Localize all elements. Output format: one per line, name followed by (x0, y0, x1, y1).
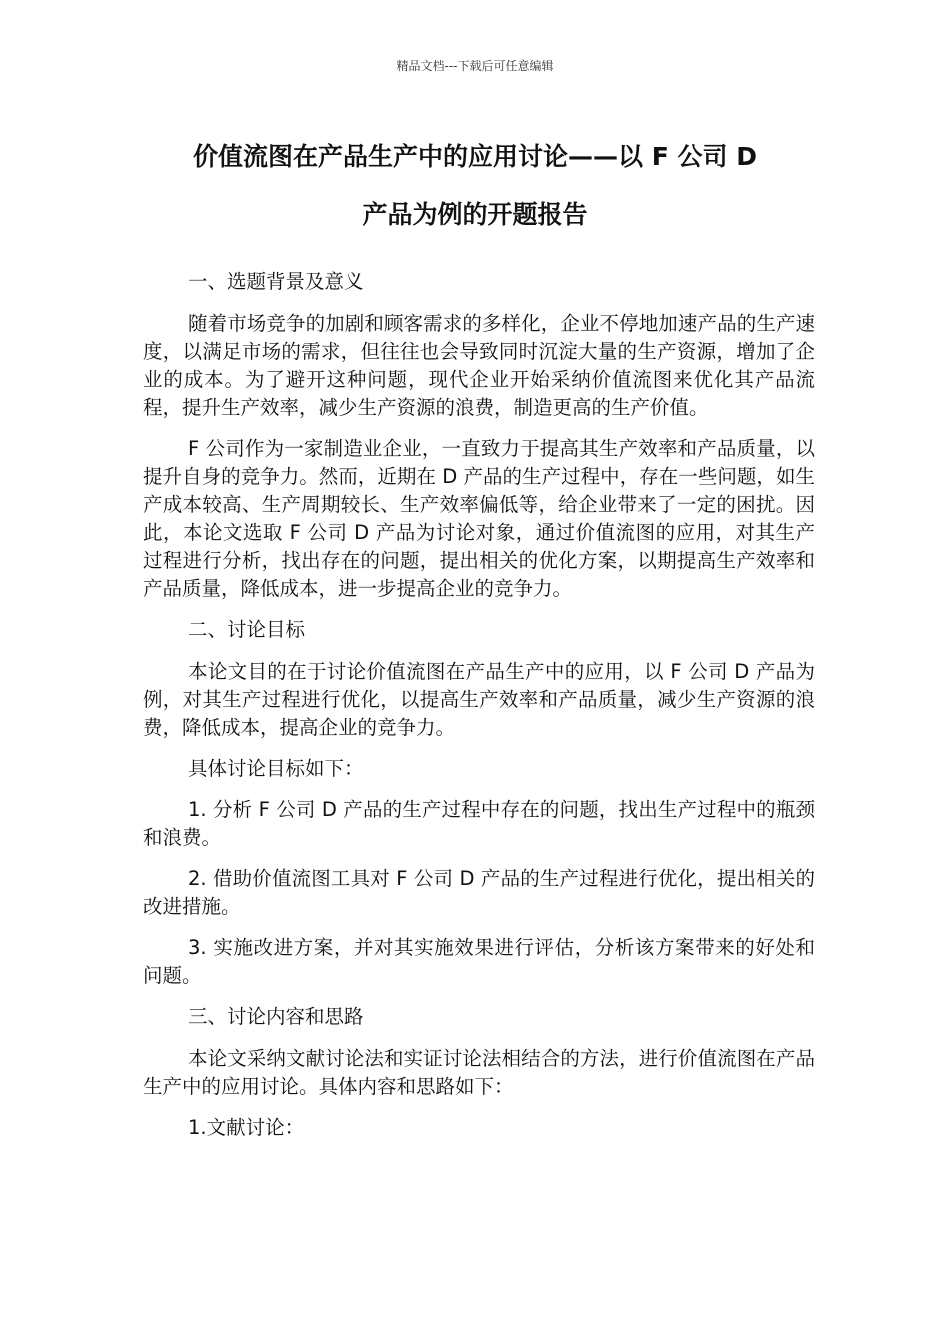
content-item-1: 1.文献讨论： (188, 1116, 305, 1139)
document-body (143, 268, 815, 1155)
page-header-watermark: 精品文档---下载后可任意编辑 (396, 59, 554, 73)
paragraph-background-2: F 公司作为一家制造业企业，一直致力于提高其生产效率和产品质量，以提升自身的竞争力。然而，近期在 D 产品的生产过程中，存在一些问题，如生产成本较高、生产周期较长、生产效率偏低等，给企业带来了一定的困扰。因此，本论文选取 F 公司 D 产品为讨论对象，通过价值流图的应用，对其生产过程进行分析，找出存在的问题，提出相关的优化方案，以期提高生产效率和产品质量，降低成本，进一步提高企业的竞争力。 (143, 437, 815, 600)
paragraph-objectives-1: 本论文目的在于讨论价值流图在产品生产中的应用，以 F 公司 D 产品为例，对其生产过程进行优化，以提高生产效率和产品质量，减少生产资源的浪费，降低成本，提高企业的竞争力。 (143, 660, 815, 739)
section-heading-objectives: 二、讨论目标 (188, 618, 306, 641)
paragraph-content-1: 本论文采纳文献讨论法和实证讨论法相结合的方法，进行价值流图在产品生产中的应用讨论。具体内容和思路如下： (143, 1047, 815, 1098)
section-heading-background: 一、选题背景及意义 (188, 270, 364, 293)
paragraph-objectives-intro: 具体讨论目标如下： (188, 757, 364, 780)
objective-item-2: 2. 借助价值流图工具对 F 公司 D 产品的生产过程进行优化，提出相关的改进措施。 (143, 867, 815, 918)
document-title-line-1: 价值流图在产品生产中的应用讨论——以 F 公司 D (193, 142, 757, 171)
paragraph-background-1: 随着市场竞争的加剧和顾客需求的多样化，企业不停地加速产品的生产速度，以满足市场的需求，但往往也会导致同时沉淀大量的生产资源，增加了企业的成本。为了避开这种问题，现代企业开始采纳价值流图来优化其产品流程，提升生产效率，减少生产资源的浪费，制造更高的生产价值。 (143, 312, 815, 419)
objective-item-3: 3. 实施改进方案，并对其实施效果进行评估，分析该方案带来的好处和问题。 (143, 936, 815, 987)
objective-item-1: 1. 分析 F 公司 D 产品的生产过程中存在的问题，找出生产过程中的瓶颈和浪费。 (143, 798, 815, 849)
section-heading-content: 三、讨论内容和思路 (188, 1005, 364, 1028)
document-title-line-2: 产品为例的开题报告 (362, 200, 588, 229)
document-title (120, 128, 830, 244)
